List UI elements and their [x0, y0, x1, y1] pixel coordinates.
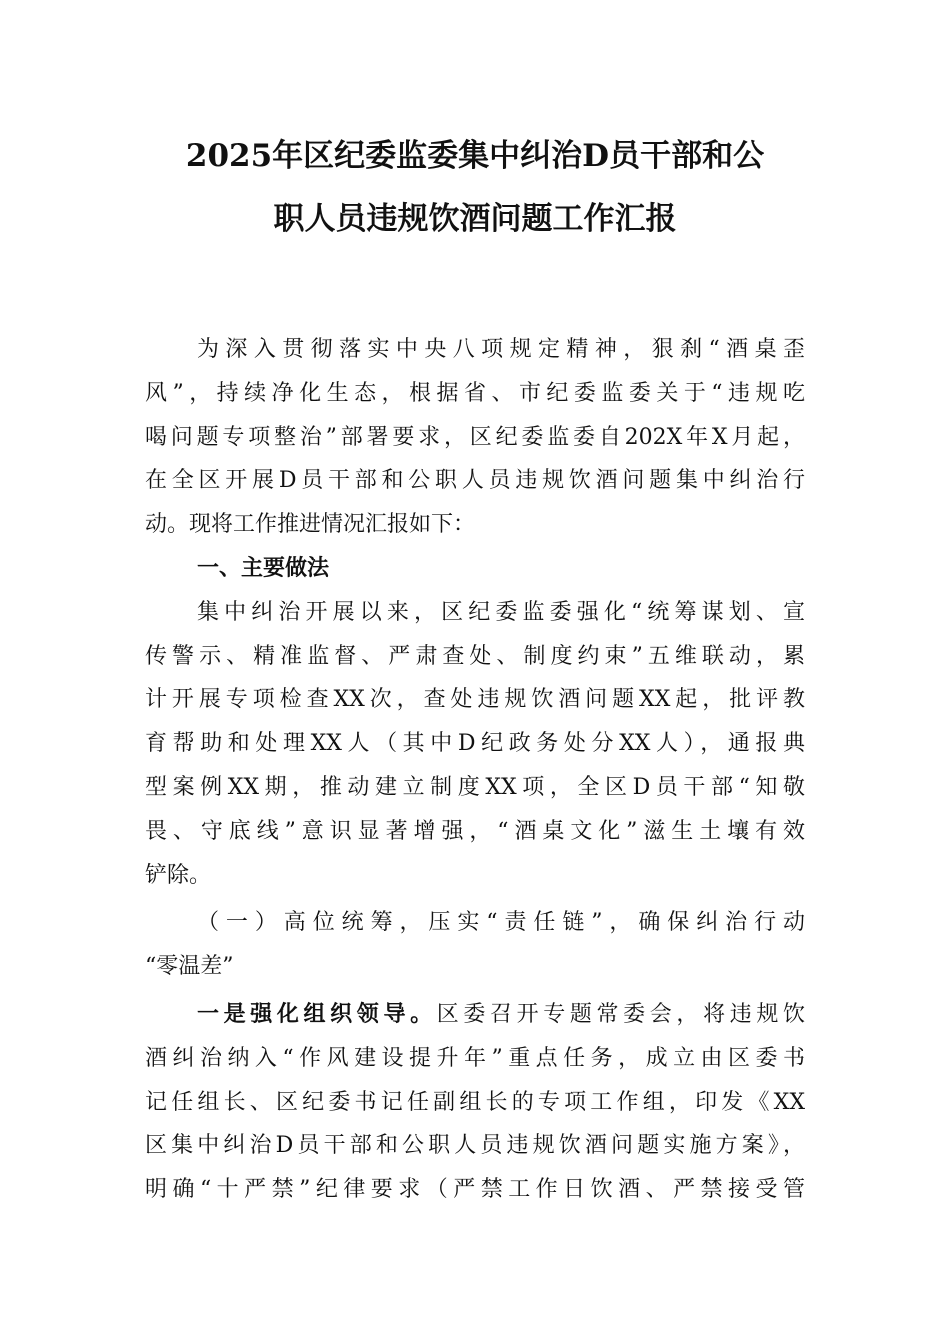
- text-line: 畏、守底线”意识显著增强，“酒桌文化”滋生土壤有效: [145, 818, 805, 844]
- text-line: 集中纠治开展以来，区纪委监委强化“统筹谋划、宣: [197, 599, 805, 625]
- text-line: 动。现将工作推进情况汇报如下：: [145, 512, 476, 538]
- document-title-line-2: 职人员违规饮酒问题工作汇报: [273, 201, 677, 237]
- text-line: 传警示、精准监督、严肃查处、制度约束”五维联动，累: [145, 643, 805, 669]
- text-line: 育帮助和处理XX人（其中D纪政务处分XX人），通报典: [145, 731, 805, 757]
- text-line: [145, 993, 805, 1037]
- document-title-line-1: 2025年区纪委监委集中纠治D员干部和公: [185, 138, 765, 174]
- point1-paragraph: [145, 993, 805, 1212]
- text-line: 铲除。: [145, 862, 212, 888]
- point-text: 区委召开专题常委会，将违规饮: [436, 1001, 805, 1027]
- text-line: 明确“十严禁”纪律要求（严禁工作日饮酒、严禁接受管: [145, 1177, 805, 1203]
- text-line: 风”，持续净化生态，根据省、市纪委监委关于“违规吃: [145, 380, 805, 406]
- text-line: “零温差”: [145, 954, 234, 980]
- document-body: [145, 328, 805, 1212]
- text-line: 记任组长、区纪委书记任副组长的专项工作组，印发《XX: [145, 1089, 805, 1115]
- section1-paragraph: [145, 591, 805, 898]
- intro-paragraph: [145, 328, 805, 547]
- text-line: 为深入贯彻落实中央八项规定精神，狠刹“酒桌歪: [197, 337, 805, 362]
- point-lead: 一是强化组织领导。: [197, 1000, 437, 1027]
- text-line: 喝问题专项整治”部署要求，区纪委监委自202X年X月起，: [145, 424, 805, 450]
- text-line: 区集中纠治D员干部和公职人员违规饮酒问题实施方案》，: [145, 1133, 805, 1159]
- text-line: （一）高位统筹，压实“责任链”，确保纠治行动: [197, 910, 805, 936]
- text-line: 酒纠治纳入“作风建设提升年”重点任务，成立由区委书: [145, 1045, 805, 1071]
- section-heading: 一、主要做法: [197, 554, 330, 581]
- text-line: 型案例XX期，推动建立制度XX项，全区D员干部“知敬: [145, 774, 805, 800]
- text-line: 计开展专项检查XX次，查处违规饮酒问题XX起，批评教: [145, 687, 805, 713]
- subheading: [145, 901, 805, 989]
- text-line: 在全区开展D员干部和公职人员违规饮酒问题集中纠治行: [145, 468, 805, 494]
